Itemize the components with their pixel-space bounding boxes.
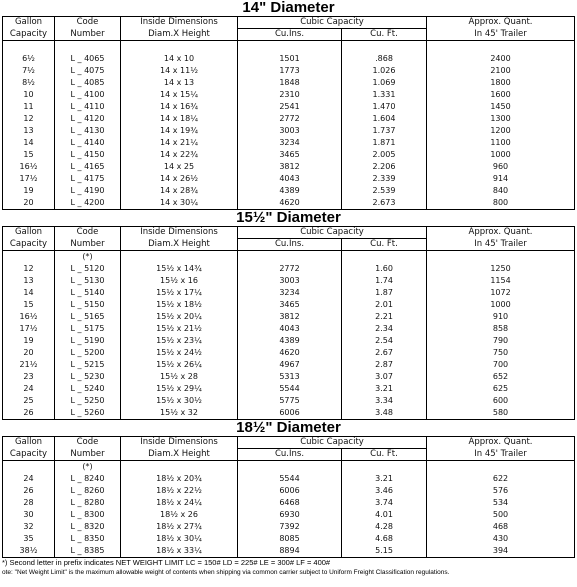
table-row bbox=[3, 287, 575, 299]
header-gallon: Gallon bbox=[3, 437, 55, 449]
cell-code: L _ 8280 bbox=[55, 497, 121, 509]
cell-gallon: 16½ bbox=[3, 311, 55, 323]
cell-gallon: 24 bbox=[3, 473, 55, 485]
table-row bbox=[3, 485, 575, 497]
table-row bbox=[3, 509, 575, 521]
cell-cu-ft: 1.871 bbox=[342, 137, 427, 149]
cell-quantity: 960 bbox=[427, 161, 575, 173]
cell-quantity: 750 bbox=[427, 347, 575, 359]
cell-gallon: 12 bbox=[3, 113, 55, 125]
cell-code: L _ 8300 bbox=[55, 509, 121, 521]
table-row bbox=[3, 311, 575, 323]
empty-cell bbox=[3, 251, 55, 264]
cell-dimensions: 15½ x 30½ bbox=[121, 395, 238, 407]
cell-cu-ins: 6006 bbox=[238, 407, 342, 420]
table-row bbox=[3, 263, 575, 275]
table-row bbox=[3, 395, 575, 407]
empty-cell bbox=[427, 251, 575, 264]
cell-quantity: 1000 bbox=[427, 149, 575, 161]
table-row bbox=[3, 137, 575, 149]
cell-quantity: 652 bbox=[427, 371, 575, 383]
cell-code: L _ 8260 bbox=[55, 485, 121, 497]
cell-dimensions: 18½ x 27¾ bbox=[121, 521, 238, 533]
cell-dimensions: 18½ x 20¾ bbox=[121, 473, 238, 485]
empty-cell bbox=[121, 41, 238, 54]
cell-cu-ft: 3.46 bbox=[342, 485, 427, 497]
cell-code: L _ 4150 bbox=[55, 149, 121, 161]
header-code: Code bbox=[55, 437, 121, 449]
cell-code: L _ 5240 bbox=[55, 383, 121, 395]
cell-quantity: 622 bbox=[427, 473, 575, 485]
table-row bbox=[3, 371, 575, 383]
cell-cu-ins: 4043 bbox=[238, 173, 342, 185]
header-approx-quantity: Approx. Quant. bbox=[427, 17, 575, 29]
cell-cu-ins: 6006 bbox=[238, 485, 342, 497]
cell-code: L _ 5165 bbox=[55, 311, 121, 323]
cell-gallon: 20 bbox=[3, 347, 55, 359]
spec-table bbox=[2, 436, 575, 558]
cell-dimensions: 14 x 18¼ bbox=[121, 113, 238, 125]
cell-cu-ft: 2.005 bbox=[342, 149, 427, 161]
cell-dimensions: 14 x 16¾ bbox=[121, 101, 238, 113]
cell-quantity: 914 bbox=[427, 173, 575, 185]
empty-cell bbox=[3, 41, 55, 54]
header-gallon: Gallon bbox=[3, 17, 55, 29]
cell-cu-ft: 4.28 bbox=[342, 521, 427, 533]
cell-quantity: 534 bbox=[427, 497, 575, 509]
header-gallon-sub: Capacity bbox=[3, 239, 55, 251]
cell-code: L _ 5250 bbox=[55, 395, 121, 407]
header-code: Code bbox=[55, 227, 121, 239]
cell-dimensions: 14 x 10 bbox=[121, 53, 238, 65]
cell-code: L _ 5215 bbox=[55, 359, 121, 371]
cell-code: L _ 5260 bbox=[55, 407, 121, 420]
cell-cu-ft: 2.206 bbox=[342, 161, 427, 173]
cell-dimensions: 14 x 26½ bbox=[121, 173, 238, 185]
cell-cu-ft: 2.87 bbox=[342, 359, 427, 371]
header-approx-quantity-sub: In 45' Trailer bbox=[427, 239, 575, 251]
cell-gallon: 32 bbox=[3, 521, 55, 533]
cell-code: L _ 4190 bbox=[55, 185, 121, 197]
table-row bbox=[3, 323, 575, 335]
section-title: 14" Diameter bbox=[242, 0, 335, 16]
cell-dimensions: 18½ x 22½ bbox=[121, 485, 238, 497]
cell-cu-ins: 4620 bbox=[238, 197, 342, 210]
cell-code: L _ 4085 bbox=[55, 77, 121, 89]
table-row bbox=[3, 185, 575, 197]
cell-cu-ins: 5544 bbox=[238, 473, 342, 485]
empty-cell bbox=[121, 251, 238, 264]
table-row bbox=[3, 407, 575, 420]
cell-dimensions: 15½ x 21½ bbox=[121, 323, 238, 335]
cell-code: L _ 5230 bbox=[55, 371, 121, 383]
cell-gallon: 11 bbox=[3, 101, 55, 113]
cell-code: L _ 8385 bbox=[55, 545, 121, 558]
code-note: (*) bbox=[55, 461, 121, 474]
header-cubic-capacity: Cubic Capacity bbox=[238, 227, 427, 239]
empty-cell bbox=[238, 461, 342, 474]
cell-dimensions: 15½ x 18½ bbox=[121, 299, 238, 311]
cell-dimensions: 15½ x 20¼ bbox=[121, 311, 238, 323]
header-cu-ft: Cu. Ft. bbox=[342, 29, 427, 41]
cell-code: L _ 4165 bbox=[55, 161, 121, 173]
cell-cu-ins: 7392 bbox=[238, 521, 342, 533]
header-inside-dimensions-sub: Diam.X Height bbox=[121, 239, 238, 251]
cell-code: L _ 5120 bbox=[55, 263, 121, 275]
cell-cu-ins: 5313 bbox=[238, 371, 342, 383]
cell-cu-ft: 1.069 bbox=[342, 77, 427, 89]
cell-quantity: 1600 bbox=[427, 89, 575, 101]
empty-cell bbox=[3, 461, 55, 474]
section-title: 15½" Diameter bbox=[236, 209, 341, 226]
cell-cu-ins: 6930 bbox=[238, 509, 342, 521]
cell-cu-ins: 3465 bbox=[238, 299, 342, 311]
cell-cu-ins: 3234 bbox=[238, 137, 342, 149]
cell-cu-ft: 1.026 bbox=[342, 65, 427, 77]
table-row bbox=[3, 383, 575, 395]
cell-dimensions: 15½ x 17¼ bbox=[121, 287, 238, 299]
cell-quantity: 790 bbox=[427, 335, 575, 347]
cell-gallon: 7½ bbox=[3, 65, 55, 77]
cell-dimensions: 14 x 30¼ bbox=[121, 197, 238, 210]
footnote: *) Second letter in prefix indicates NET WEIGHT LIMIT LC = 150# LD = 225# LE = 300# LF = 400# bbox=[2, 558, 331, 567]
spec-table bbox=[2, 16, 575, 210]
cell-cu-ins: 1773 bbox=[238, 65, 342, 77]
cell-cu-ft: 1.60 bbox=[342, 263, 427, 275]
table-row bbox=[3, 77, 575, 89]
table-row bbox=[3, 275, 575, 287]
cell-cu-ins: 1848 bbox=[238, 77, 342, 89]
cell-quantity: 1100 bbox=[427, 137, 575, 149]
cell-cu-ft: 2.54 bbox=[342, 335, 427, 347]
cell-dimensions: 15½ x 26¼ bbox=[121, 359, 238, 371]
cell-gallon: 26 bbox=[3, 485, 55, 497]
cell-gallon: 10 bbox=[3, 89, 55, 101]
cell-code: L _ 5140 bbox=[55, 287, 121, 299]
table-row bbox=[3, 113, 575, 125]
cell-dimensions: 14 x 15¼ bbox=[121, 89, 238, 101]
table-row bbox=[3, 533, 575, 545]
cell-cu-ins: 8085 bbox=[238, 533, 342, 545]
header-cubic-capacity: Cubic Capacity bbox=[238, 437, 427, 449]
cell-dimensions: 14 x 22¾ bbox=[121, 149, 238, 161]
header-cu-ins: Cu.Ins. bbox=[238, 29, 342, 41]
cell-gallon: 17½ bbox=[3, 173, 55, 185]
header-approx-quantity-sub: In 45' Trailer bbox=[427, 449, 575, 461]
cell-quantity: 1072 bbox=[427, 287, 575, 299]
cell-cu-ins: 3812 bbox=[238, 161, 342, 173]
table-row bbox=[3, 197, 575, 210]
table-row bbox=[3, 299, 575, 311]
cell-cu-ins: 4967 bbox=[238, 359, 342, 371]
cell-code: L _ 4175 bbox=[55, 173, 121, 185]
cell-dimensions: 15½ x 14¾ bbox=[121, 263, 238, 275]
cell-gallon: 19 bbox=[3, 185, 55, 197]
cell-quantity: 910 bbox=[427, 311, 575, 323]
cell-quantity: 2100 bbox=[427, 65, 575, 77]
cell-cu-ins: 1501 bbox=[238, 53, 342, 65]
table-row bbox=[3, 161, 575, 173]
cell-gallon: 21½ bbox=[3, 359, 55, 371]
cell-cu-ft: 4.01 bbox=[342, 509, 427, 521]
cell-dimensions: 18½ x 30¼ bbox=[121, 533, 238, 545]
cell-gallon: 26 bbox=[3, 407, 55, 420]
spec-table bbox=[2, 226, 575, 420]
cell-cu-ft: 1.604 bbox=[342, 113, 427, 125]
cell-code: L _ 4130 bbox=[55, 125, 121, 137]
header-inside-dimensions: Inside Dimensions bbox=[121, 17, 238, 29]
cell-dimensions: 15½ x 24½ bbox=[121, 347, 238, 359]
cell-quantity: 430 bbox=[427, 533, 575, 545]
cell-code: L _ 4120 bbox=[55, 113, 121, 125]
cell-cu-ft: 5.15 bbox=[342, 545, 427, 558]
table-row bbox=[3, 347, 575, 359]
cell-code: L _ 4140 bbox=[55, 137, 121, 149]
cell-cu-ft: 3.21 bbox=[342, 473, 427, 485]
cell-gallon: 16½ bbox=[3, 161, 55, 173]
cell-cu-ft: 3.21 bbox=[342, 383, 427, 395]
cell-code: L _ 5190 bbox=[55, 335, 121, 347]
header-gallon: Gallon bbox=[3, 227, 55, 239]
cell-cu-ft: .868 bbox=[342, 53, 427, 65]
table-row bbox=[3, 89, 575, 101]
cell-dimensions: 15½ x 32 bbox=[121, 407, 238, 420]
empty-cell bbox=[427, 461, 575, 474]
cell-gallon: 17½ bbox=[3, 323, 55, 335]
cell-gallon: 12 bbox=[3, 263, 55, 275]
cell-cu-ins: 2310 bbox=[238, 89, 342, 101]
cell-gallon: 8½ bbox=[3, 77, 55, 89]
header-cu-ins: Cu.Ins. bbox=[238, 239, 342, 251]
empty-cell bbox=[121, 461, 238, 474]
table-row bbox=[3, 473, 575, 485]
cell-code: L _ 5130 bbox=[55, 275, 121, 287]
cell-code: L _ 8240 bbox=[55, 473, 121, 485]
cell-gallon: 6½ bbox=[3, 53, 55, 65]
code-note: (*) bbox=[55, 251, 121, 264]
cell-code: L _ 4075 bbox=[55, 65, 121, 77]
cell-cu-ft: 3.34 bbox=[342, 395, 427, 407]
header-approx-quantity: Approx. Quant. bbox=[427, 227, 575, 239]
table-row bbox=[3, 521, 575, 533]
footnote: ote: "Net Weight Limit" is the maximum allowable weight of contents when shipping via common carrier subject to Uniform Freight Classification regulations. bbox=[2, 569, 450, 576]
cell-cu-ins: 5775 bbox=[238, 395, 342, 407]
cell-gallon: 23 bbox=[3, 371, 55, 383]
cell-cu-ft: 2.01 bbox=[342, 299, 427, 311]
cell-quantity: 576 bbox=[427, 485, 575, 497]
cell-code: L _ 4200 bbox=[55, 197, 121, 210]
cell-dimensions: 18½ x 33¼ bbox=[121, 545, 238, 558]
cell-cu-ft: 1.331 bbox=[342, 89, 427, 101]
cell-gallon: 13 bbox=[3, 275, 55, 287]
cell-quantity: 500 bbox=[427, 509, 575, 521]
cell-cu-ins: 3234 bbox=[238, 287, 342, 299]
cell-quantity: 468 bbox=[427, 521, 575, 533]
cell-cu-ft: 4.68 bbox=[342, 533, 427, 545]
cell-quantity: 800 bbox=[427, 197, 575, 210]
cell-dimensions: 15½ x 23¼ bbox=[121, 335, 238, 347]
cell-cu-ins: 8894 bbox=[238, 545, 342, 558]
cell-cu-ins: 2772 bbox=[238, 263, 342, 275]
section-title: 18½" Diameter bbox=[236, 419, 341, 436]
spacer-row bbox=[3, 41, 575, 54]
cell-gallon: 35 bbox=[3, 533, 55, 545]
cell-cu-ins: 2772 bbox=[238, 113, 342, 125]
table-row bbox=[3, 359, 575, 371]
cell-dimensions: 18½ x 24¼ bbox=[121, 497, 238, 509]
cell-dimensions: 14 x 13 bbox=[121, 77, 238, 89]
cell-quantity: 600 bbox=[427, 395, 575, 407]
cell-quantity: 1450 bbox=[427, 101, 575, 113]
empty-cell bbox=[55, 41, 121, 54]
cell-gallon: 24 bbox=[3, 383, 55, 395]
cell-code: L _ 5150 bbox=[55, 299, 121, 311]
cell-quantity: 1200 bbox=[427, 125, 575, 137]
table-row bbox=[3, 149, 575, 161]
empty-cell bbox=[238, 251, 342, 264]
cell-gallon: 13 bbox=[3, 125, 55, 137]
code-note-row bbox=[3, 251, 575, 264]
header-inside-dimensions: Inside Dimensions bbox=[121, 437, 238, 449]
cell-dimensions: 15½ x 28 bbox=[121, 371, 238, 383]
cell-cu-ins: 4620 bbox=[238, 347, 342, 359]
cell-gallon: 15 bbox=[3, 149, 55, 161]
table-row bbox=[3, 65, 575, 77]
code-note-row bbox=[3, 461, 575, 474]
cell-quantity: 394 bbox=[427, 545, 575, 558]
header-approx-quantity: Approx. Quant. bbox=[427, 437, 575, 449]
cell-dimensions: 18½ x 26 bbox=[121, 509, 238, 521]
cell-cu-ft: 1.74 bbox=[342, 275, 427, 287]
cell-cu-ft: 3.07 bbox=[342, 371, 427, 383]
empty-cell bbox=[342, 461, 427, 474]
cell-cu-ins: 2541 bbox=[238, 101, 342, 113]
cell-quantity: 625 bbox=[427, 383, 575, 395]
header-gallon-sub: Capacity bbox=[3, 29, 55, 41]
cell-gallon: 28 bbox=[3, 497, 55, 509]
header-code-sub: Number bbox=[55, 449, 121, 461]
cell-code: L _ 8320 bbox=[55, 521, 121, 533]
cell-cu-ins: 3465 bbox=[238, 149, 342, 161]
cell-cu-ins: 4389 bbox=[238, 185, 342, 197]
header-code: Code bbox=[55, 17, 121, 29]
cell-quantity: 1154 bbox=[427, 275, 575, 287]
cell-gallon: 15 bbox=[3, 299, 55, 311]
table-row bbox=[3, 173, 575, 185]
header-approx-quantity-sub: In 45' Trailer bbox=[427, 29, 575, 41]
cell-cu-ft: 2.673 bbox=[342, 197, 427, 210]
header-code-sub: Number bbox=[55, 29, 121, 41]
cell-cu-ft: 1.87 bbox=[342, 287, 427, 299]
cell-gallon: 30 bbox=[3, 509, 55, 521]
cell-dimensions: 14 x 21¼ bbox=[121, 137, 238, 149]
cell-cu-ins: 6468 bbox=[238, 497, 342, 509]
cell-code: L _ 4065 bbox=[55, 53, 121, 65]
cell-dimensions: 14 x 25 bbox=[121, 161, 238, 173]
cell-cu-ins: 5544 bbox=[238, 383, 342, 395]
cell-quantity: 1800 bbox=[427, 77, 575, 89]
empty-cell bbox=[238, 41, 342, 54]
cell-cu-ft: 1.737 bbox=[342, 125, 427, 137]
cell-dimensions: 14 x 19¾ bbox=[121, 125, 238, 137]
header-inside-dimensions: Inside Dimensions bbox=[121, 227, 238, 239]
header-inside-dimensions-sub: Diam.X Height bbox=[121, 449, 238, 461]
table-row bbox=[3, 101, 575, 113]
cell-quantity: 2400 bbox=[427, 53, 575, 65]
header-cu-ft: Cu. Ft. bbox=[342, 449, 427, 461]
cell-quantity: 840 bbox=[427, 185, 575, 197]
cell-gallon: 14 bbox=[3, 287, 55, 299]
cell-dimensions: 14 x 11½ bbox=[121, 65, 238, 77]
empty-cell bbox=[342, 251, 427, 264]
cell-gallon: 19 bbox=[3, 335, 55, 347]
cell-gallon: 38½ bbox=[3, 545, 55, 558]
header-cubic-capacity: Cubic Capacity bbox=[238, 17, 427, 29]
empty-cell bbox=[427, 41, 575, 54]
cell-quantity: 858 bbox=[427, 323, 575, 335]
cell-cu-ins: 3812 bbox=[238, 311, 342, 323]
table-row bbox=[3, 497, 575, 509]
cell-cu-ft: 2.339 bbox=[342, 173, 427, 185]
cell-code: L _ 8350 bbox=[55, 533, 121, 545]
cell-cu-ins: 3003 bbox=[238, 275, 342, 287]
table-row bbox=[3, 125, 575, 137]
cell-cu-ft: 2.67 bbox=[342, 347, 427, 359]
cell-dimensions: 15½ x 29¼ bbox=[121, 383, 238, 395]
cell-dimensions: 14 x 28¾ bbox=[121, 185, 238, 197]
cell-gallon: 14 bbox=[3, 137, 55, 149]
cell-cu-ft: 2.21 bbox=[342, 311, 427, 323]
cell-code: L _ 4110 bbox=[55, 101, 121, 113]
cell-code: L _ 5200 bbox=[55, 347, 121, 359]
header-gallon-sub: Capacity bbox=[3, 449, 55, 461]
cell-cu-ft: 3.48 bbox=[342, 407, 427, 420]
empty-cell bbox=[342, 41, 427, 54]
cell-quantity: 1300 bbox=[427, 113, 575, 125]
cell-cu-ft: 3.74 bbox=[342, 497, 427, 509]
table-row bbox=[3, 53, 575, 65]
cell-quantity: 580 bbox=[427, 407, 575, 420]
cell-cu-ft: 2.539 bbox=[342, 185, 427, 197]
table-row bbox=[3, 335, 575, 347]
header-code-sub: Number bbox=[55, 239, 121, 251]
cell-dimensions: 15½ x 16 bbox=[121, 275, 238, 287]
cell-quantity: 1250 bbox=[427, 263, 575, 275]
cell-cu-ins: 4043 bbox=[238, 323, 342, 335]
cell-gallon: 20 bbox=[3, 197, 55, 210]
cell-quantity: 700 bbox=[427, 359, 575, 371]
cell-cu-ins: 4389 bbox=[238, 335, 342, 347]
header-inside-dimensions-sub: Diam.X Height bbox=[121, 29, 238, 41]
cell-cu-ft: 1.470 bbox=[342, 101, 427, 113]
cell-code: L _ 5175 bbox=[55, 323, 121, 335]
cell-cu-ins: 3003 bbox=[238, 125, 342, 137]
cell-code: L _ 4100 bbox=[55, 89, 121, 101]
header-cu-ins: Cu.Ins. bbox=[238, 449, 342, 461]
cell-cu-ft: 2.34 bbox=[342, 323, 427, 335]
header-cu-ft: Cu. Ft. bbox=[342, 239, 427, 251]
table-row bbox=[3, 545, 575, 558]
cell-quantity: 1000 bbox=[427, 299, 575, 311]
cell-gallon: 25 bbox=[3, 395, 55, 407]
